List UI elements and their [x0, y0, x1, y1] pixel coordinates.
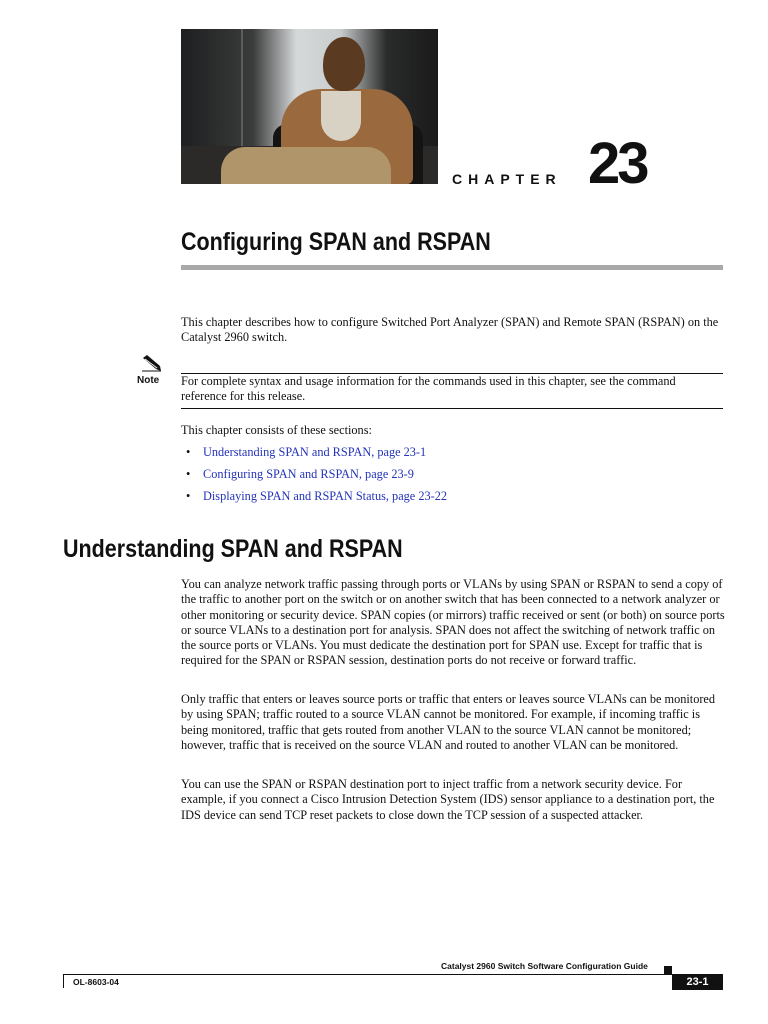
footer-page-number: 23-1 [672, 975, 723, 990]
bullet-icon: • [186, 445, 191, 459]
footer-rule [63, 974, 723, 975]
list-item [181, 488, 447, 510]
title-rule [181, 265, 723, 270]
bullet-icon: • [186, 467, 191, 481]
note-text: For complete syntax and usage information for the commands used in this chapter, see the command reference for this release. [181, 374, 676, 404]
note-rule-bottom [181, 408, 723, 409]
body-paragraph: Only traffic that enters or leaves source ports or traffic that enters or leaves source VLANs can be monitored by using SPAN; traffic routed to a source VLAN cannot be monitored. For example, if incoming traffic is being monitored, traffic that gets routed from another VLAN to the source VLAN cannot be monitored; however, traffic that is received on the source VLAN and routed to another VLAN can be monitored. [181, 692, 716, 752]
list-item [181, 466, 447, 488]
link-understanding-span[interactable]: Understanding SPAN and RSPAN, page 23-1 [203, 445, 427, 459]
section-link-list [181, 444, 447, 510]
bullet-icon: • [186, 489, 191, 503]
footer-doc-number: OL-8603-04 [73, 977, 119, 987]
link-configuring-span[interactable]: Configuring SPAN and RSPAN, page 23-9 [203, 467, 414, 481]
sections-intro: This chapter consists of these sections: [181, 423, 372, 437]
intro-paragraph: This chapter describes how to configure Switched Port Analyzer (SPAN) and Remote SPAN (RSPAN) on the Catalyst 2960 switch. [181, 315, 719, 345]
footer-guide-title: Catalyst 2960 Switch Software Configuration Guide [441, 961, 648, 971]
pencil-icon [140, 354, 162, 372]
body-paragraph: You can use the SPAN or RSPAN destination port to inject traffic from a network security device. For example, if you connect a Cisco Intrusion Detection System (IDS) sensor appliance to a destination port, the IDS device can send TCP reset packets to close down the TCP session of a suspected attacker. [181, 777, 715, 822]
section-heading: Understanding SPAN and RSPAN [63, 535, 403, 563]
chapter-label: CHAPTER [452, 171, 562, 187]
footer-tick [63, 974, 64, 988]
chapter-header-photo [181, 29, 438, 184]
list-item [181, 444, 447, 466]
chapter-title: Configuring SPAN and RSPAN [181, 228, 491, 256]
footer-mark [664, 966, 672, 974]
note-label: Note [137, 375, 160, 386]
link-displaying-span-status[interactable]: Displaying SPAN and RSPAN Status, page 23-22 [203, 489, 448, 503]
body-paragraph: You can analyze network traffic passing through ports or VLANs by using SPAN or RSPAN to send a copy of the traffic to another port on the switch or on another switch that has been connected to a network analyzer or other monitoring or security device. SPAN copies (or mirrors) traffic received or sent (or both) on source ports or source VLANs to a destination port for analysis. SPAN does not affect the switching of network traffic on the source ports or VLANs. You must dedicate the destination port for SPAN use. Except for traffic that is required for the SPAN or RSPAN session, destination ports do not receive or forward traffic. [181, 577, 725, 668]
chapter-number: 23 [588, 131, 647, 196]
